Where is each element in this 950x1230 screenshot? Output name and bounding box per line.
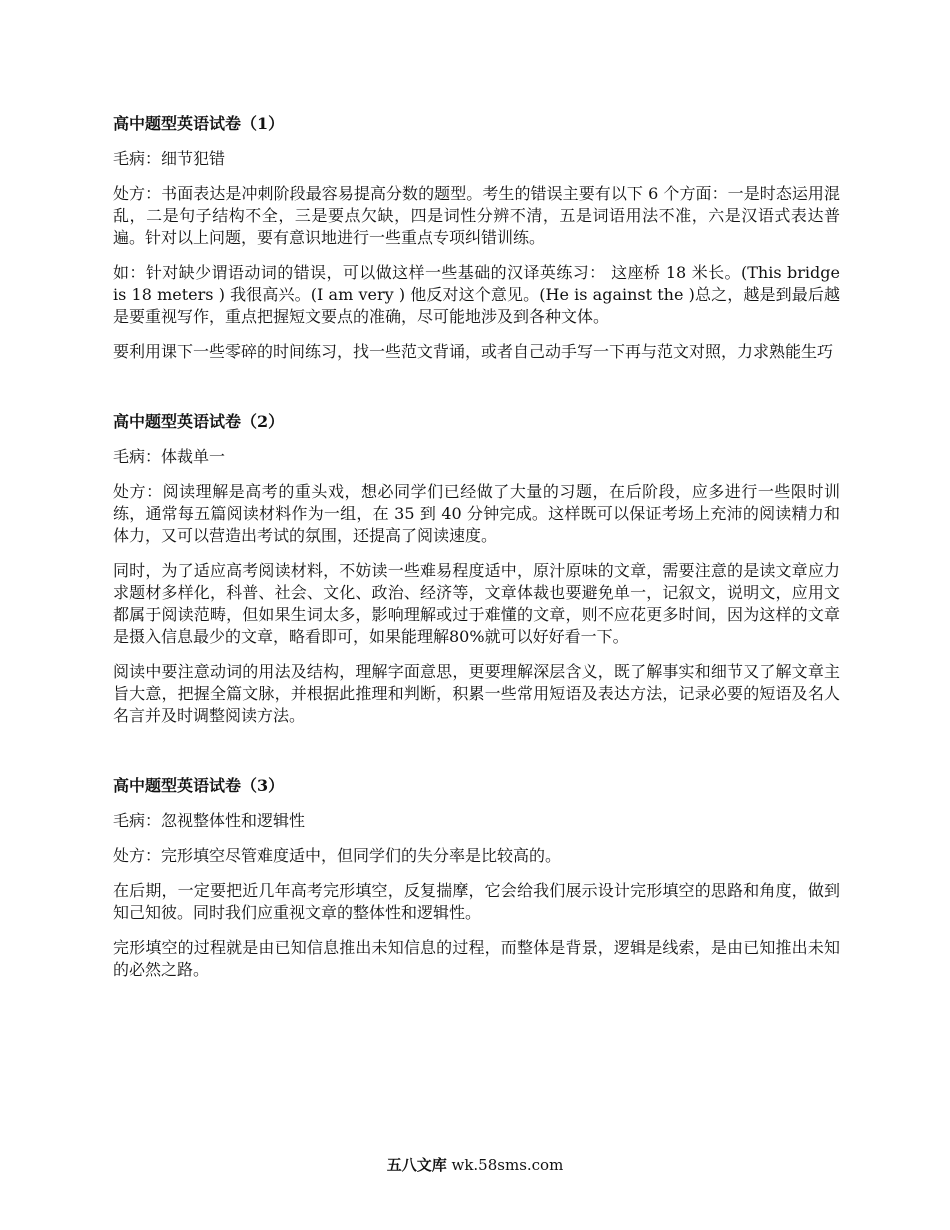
section-title: 高中题型英语试卷（1） <box>113 114 285 133</box>
diagnosis-paragraph: 毛病：细节犯错 <box>113 149 226 168</box>
body-paragraph: 同时，为了适应高考阅读材料，不妨读一些难易程度适中，原汁原味的文章，需要注意的是读文章应力求题材多样化，科普、社会、文化、政治、经济等，文章体裁也要避免单一，记叙文，说明文，应用文都属于阅读范畴，但如果生词太多，影响理解或过于难懂的文章，则不应花更多时间，因为这样的文章是摄入信息最少的文章，略看即可，如果能理解80%就可以好好看一下。 <box>113 561 840 646</box>
section-1 <box>113 112 840 363</box>
body-paragraph: 处方：阅读理解是高考的重头戏，想必同学们已经做了大量的习题，在后阶段，应多进行一些限时训练，通常每五篇阅读材料作为一组，在 35 到 40 分钟完成。这样既可以保证考场上充沛的阅读精力和体力，又可以营造出考试的氛围，还提高了阅读速度。 <box>113 482 840 545</box>
body-paragraph: 在后期，一定要把近几年高考完形填空，反复揣摩，它会给我们展示设计完形填空的思路和角度，做到知己知彼。同时我们应重视文章的整体性和逻辑性。 <box>113 881 840 922</box>
document-body <box>113 112 840 1028</box>
footer-brand: 五八文库 <box>386 1156 447 1174</box>
section-title: 高中题型英语试卷（2） <box>113 412 285 431</box>
section-title: 高中题型英语试卷（3） <box>113 776 285 795</box>
diagnosis-paragraph: 毛病：忽视整体性和逻辑性 <box>113 811 306 830</box>
body-paragraph: 如：针对缺少谓语动词的错误，可以做这样一些基础的汉译英练习： 这座桥 18 米长。(This bridge is 18 meters ) 我很高兴。(I am very ) 他反对这个意见。(He is against the )总之，越是到最后越是要重视写作，重点把握短文要点的准确，尽可能地涉及到各种文体。 <box>113 263 840 326</box>
body-paragraph: 要利用课下一些零碎的时间练习，找一些范文背诵，或者自己动手写一下再与范文对照，力求熟能生巧 <box>113 342 834 361</box>
body-paragraph: 阅读中要注意动词的用法及结构，理解字面意思，更要理解深层含义，既了解事实和细节又了解文章主旨大意，把握全篇文脉，并根据此推理和判断，积累一些常用短语及表达方法，记录必要的短语及名人名言并及时调整阅读方法。 <box>113 662 840 725</box>
body-paragraph: 完形填空的过程就是由已知信息推出未知信息的过程，而整体是背景，逻辑是线索，是由已知推出未知的必然之路。 <box>113 938 840 979</box>
section-3 <box>113 774 840 981</box>
body-paragraph: 处方：完形填空尽管难度适中，但同学们的失分率是比较高的。 <box>113 846 562 865</box>
diagnosis-paragraph: 毛病：体裁单一 <box>113 447 226 466</box>
section-2 <box>113 410 840 727</box>
footer-url[interactable]: wk.58sms.com <box>451 1156 564 1174</box>
page-footer <box>0 1155 950 1175</box>
body-paragraph: 处方：书面表达是冲刺阶段最容易提高分数的题型。考生的错误主要有以下 6 个方面：一是时态运用混乱，二是句子结构不全，三是要点欠缺，四是词性分辨不清，五是词语用法不准，六是汉语式表达普遍。针对以上问题，要有意识地进行一些重点专项纠错训练。 <box>113 184 840 247</box>
